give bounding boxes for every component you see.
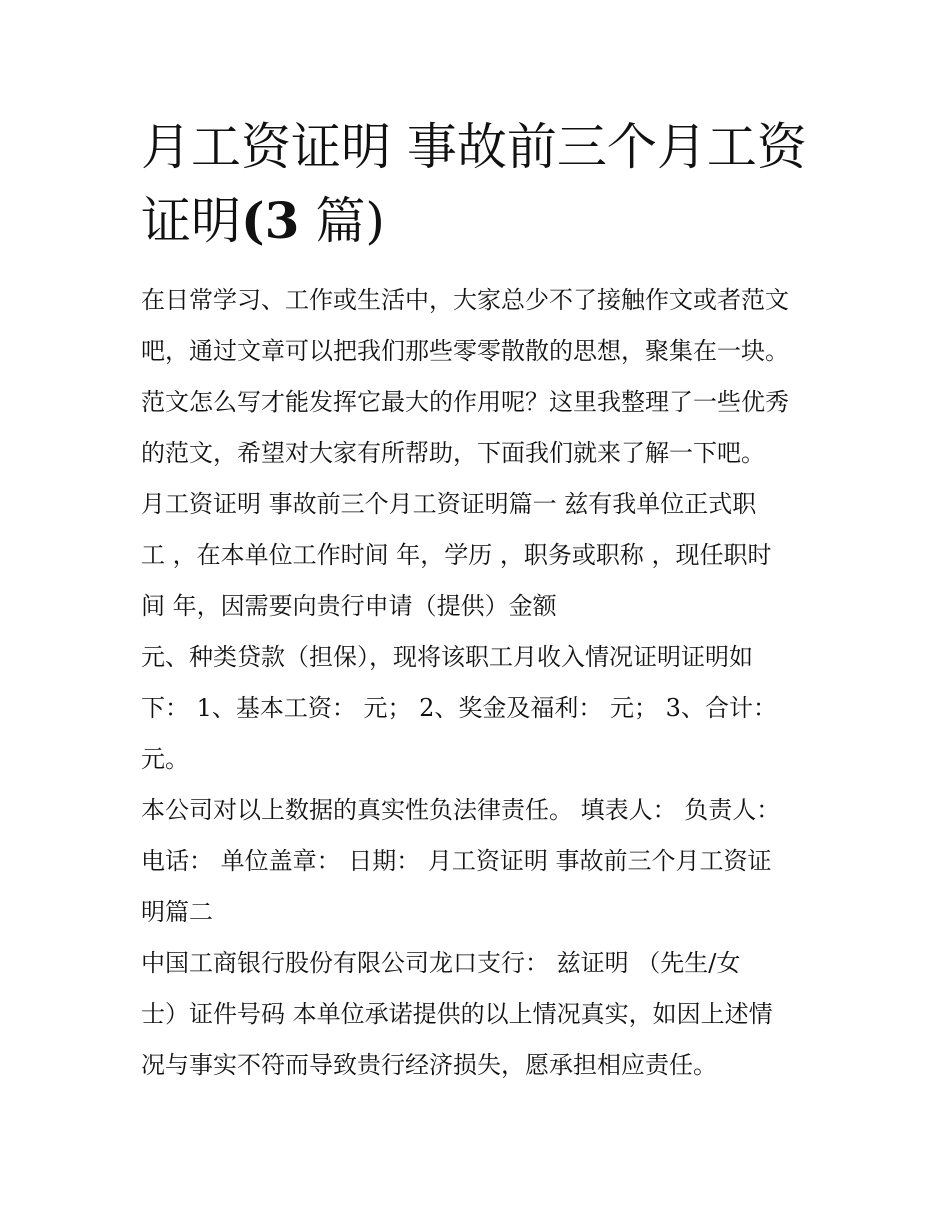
title-line-1: 月工资证明 事故前三个月工资: [141, 118, 807, 176]
body-line: 明篇二: [141, 898, 213, 926]
body-line: 的范文，希望对大家有所帮助，下面我们就来了解一下吧。: [141, 439, 765, 467]
body-line: 工 ，在本单位工作时间 年，学历 ，职务或职称 ，现任职时: [141, 541, 772, 569]
body-line: 下： 1、基本工资： 元； 2、奖金及福利： 元； 3、合计：: [141, 694, 777, 722]
body-line: 中国工商银行股份有限公司龙口支行： 兹证明 （先生/女: [141, 949, 741, 977]
body-line: 间 年，因需要向贵行申请（提供）金额: [141, 592, 557, 620]
body-line: 元。: [141, 745, 189, 773]
body-line: 况与事实不符而导致贵行经济损失，愿承担相应责任。: [141, 1051, 717, 1079]
body-line: 范文怎么写才能发挥它最大的作用呢？这里我整理了一些优秀: [141, 388, 789, 416]
body-line: 吧，通过文章可以把我们那些零零散散的思想，聚集在一块。: [141, 337, 789, 365]
body-line: 本公司对以上数据的真实性负法律责任。 填表人： 负责人：: [141, 796, 781, 824]
document-body: [141, 278, 831, 1094]
title-line-2: 证明(3 篇): [141, 191, 385, 250]
document-title: [141, 110, 821, 258]
body-line: 月工资证明 事故前三个月工资证明篇一 兹有我单位正式职: [141, 490, 757, 518]
body-line: 在日常学习、工作或生活中，大家总少不了接触作文或者范文: [141, 286, 789, 314]
body-line: 电话： 单位盖章： 日期： 月工资证明 事故前三个月工资证: [141, 847, 772, 875]
body-line: 元、种类贷款（担保），现将该职工月收入情况证明证明如: [141, 643, 753, 671]
body-line: 士）证件号码 本单位承诺提供的以上情况真实，如因上述情: [141, 1000, 773, 1028]
